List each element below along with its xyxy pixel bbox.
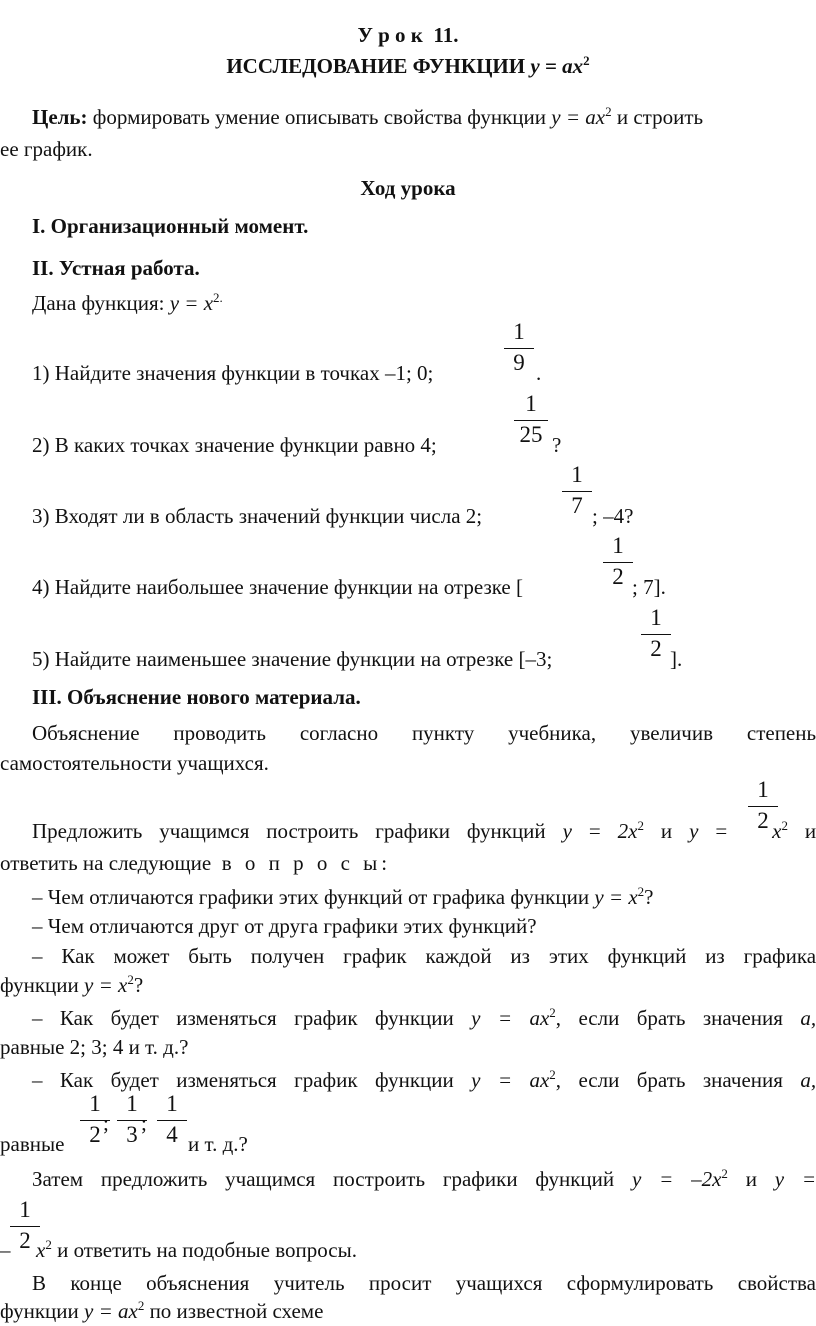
- then-line-2: $x^2$ и ответить на подобные вопросы.: [36, 1237, 357, 1262]
- section-3-heading: III. Объяснение нового материала.: [32, 685, 361, 709]
- lesson-number: У р о к 11.: [357, 23, 459, 47]
- question-5-fraction-1: 1 2: [80, 1092, 110, 1146]
- lesson-title: ИССЛЕДОВАНИЕ ФУНКЦИИ $y = ax^2$: [226, 53, 590, 78]
- then-dash: –: [0, 1238, 11, 1262]
- question-4-line-2: равные 2; 3; 4 и т. д.?: [0, 1035, 189, 1059]
- explain-line-1: Объяснение проводить согласно пункту учебника, увеличив степень: [32, 721, 816, 745]
- task-2: 2) В каких точках значение функции равно 4;: [32, 433, 437, 457]
- question-4-line-1: – Как будет изменяться график функции $y = ax^2$, если брать значения a,: [32, 1005, 816, 1030]
- task-5-tail: ].: [670, 647, 683, 671]
- question-5-sep-2: ;: [141, 1111, 147, 1135]
- task-4-tail: ; 7].: [632, 575, 666, 599]
- task-2-fraction: 1 25: [514, 392, 548, 446]
- task-5-fraction: 1 2: [641, 606, 671, 660]
- end-line-2: функции $y = ax^2$ по известной схеме: [0, 1298, 324, 1323]
- then-line-1: Затем предложить учащимся построить графики функций $y = -2x^2$ и y =: [32, 1166, 816, 1191]
- question-5-line-2: равные: [0, 1132, 65, 1156]
- task-1: 1) Найдите значения функции в точках –1; 0;: [32, 361, 434, 385]
- offer-line-2: ответить на следующие в о п р о с ы:: [0, 851, 392, 875]
- question-3-line-1: – Как может быть получен график каждой из этих функций из графика: [32, 944, 816, 968]
- task-4: 4) Найдите наибольшее значение функции на отрезке [: [32, 575, 523, 599]
- explain-line-2: самостоятельности учащихся.: [0, 751, 269, 775]
- task-1-tail: .: [536, 361, 542, 385]
- given-function: Дана функция: $y = x^{2.}$: [32, 290, 223, 315]
- question-2: – Чем отличаются друг от друга графики этих функций?: [32, 914, 537, 938]
- task-2-tail: ?: [552, 433, 562, 457]
- offer-fraction: 1 2: [748, 778, 778, 832]
- question-5-tail: и т. д.?: [188, 1132, 248, 1156]
- task-3-fraction: 1 7: [562, 463, 592, 517]
- course-heading: Ход урока: [360, 176, 456, 200]
- question-5-fraction-3: 1 4: [157, 1092, 187, 1146]
- task-3-tail: ; –4?: [592, 504, 634, 528]
- then-fraction: 1 2: [10, 1198, 40, 1252]
- section-2-heading: II. Устная работа.: [32, 256, 200, 280]
- section-1-heading: I. Организационный момент.: [32, 214, 309, 238]
- goal-line-1: Цель: формировать умение описывать свойства функции $y = ax^2$ и строить: [32, 104, 704, 129]
- task-1-fraction: 1 9: [504, 320, 534, 374]
- question-5-sep-1: ;: [103, 1111, 109, 1135]
- task-5: 5) Найдите наименьшее значение функции на отрезке [–3;: [32, 647, 553, 671]
- task-4-fraction: 1 2: [603, 534, 633, 588]
- question-3-line-2: функции $y = x^2$?: [0, 972, 144, 997]
- question-5-fraction-2: 1 3: [117, 1092, 147, 1146]
- task-3: 3) Входят ли в область значений функции числа 2;: [32, 504, 483, 528]
- offer-line-1: Предложить учащимся построить графики функций $y = 2x^2$ и $y = x^2$ и: [32, 818, 816, 843]
- question-1: – Чем отличаются графики этих функций от графика функции $y = x^2$?: [32, 884, 654, 909]
- goal-line-2: ее график.: [0, 137, 93, 161]
- question-5-line-1: – Как будет изменяться график функции $y = ax^2$, если брать значения a,: [32, 1067, 816, 1092]
- end-line-1: В конце объяснения учитель просит учащихся сформулировать свойства: [32, 1271, 816, 1295]
